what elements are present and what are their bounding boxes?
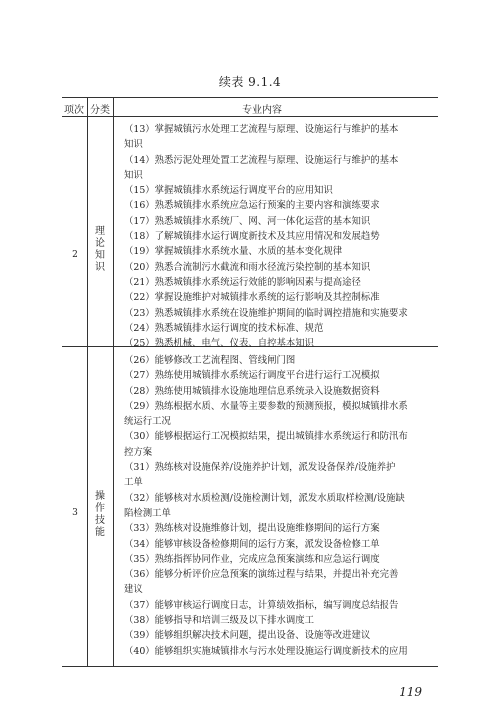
list-item: （18）了解城镇排水运行调度新技术及其应用情况和发展趋势 bbox=[124, 231, 380, 243]
column-divider bbox=[87, 98, 88, 666]
list-item: （39）能够组织解决技术问题，提出设备、设施等改进建议 bbox=[124, 630, 371, 642]
list-item: 统运行工况 bbox=[124, 416, 171, 428]
row-index: 3 bbox=[72, 508, 78, 518]
row-index: 2 bbox=[72, 250, 78, 260]
list-item: （21）熟悉城镇排水系统运行效能的影响因素与提高途径 bbox=[124, 276, 361, 288]
list-item: （23）熟悉城镇排水系统在设施维护期间的临时调控措施和实施要求 bbox=[124, 307, 408, 319]
header-category: 分类 bbox=[90, 105, 110, 116]
row-items bbox=[124, 353, 434, 659]
list-item: （17）熟悉城镇排水系统厂、网、河一体化运营的基本知识 bbox=[124, 215, 371, 227]
list-item: （31）熟练核对设施保养/设施养护计划，派发设备保养/设施养护 bbox=[124, 462, 396, 474]
content-table bbox=[62, 97, 438, 667]
list-item: （32）能够核对水质检测/设施检测计划，派发水质取样检测/设施缺 bbox=[124, 492, 405, 504]
column-divider bbox=[113, 98, 114, 666]
list-item: （38）能够指导和培训三级及以下排水调度工 bbox=[124, 615, 315, 627]
row-items bbox=[124, 122, 434, 351]
category-char: 识 bbox=[95, 262, 105, 273]
list-item: （15）掌握城镇排水系统运行调度平台的应用知识 bbox=[124, 185, 333, 197]
table-header bbox=[62, 98, 438, 117]
list-item: （19）掌握城镇排水系统水量、水质的基本变化规律 bbox=[124, 246, 343, 258]
list-item: （34）能够审核设备检修期间的运行方案，派发设备检修工单 bbox=[124, 538, 380, 550]
list-item: （37）能够审核运行调度日志，计算绩效指标，编写调度总结报告 bbox=[124, 599, 399, 611]
list-item: 工单 bbox=[124, 477, 143, 489]
category-char: 能 bbox=[95, 527, 105, 538]
row-category bbox=[88, 226, 112, 274]
table-caption: 续表 9.1.4 bbox=[218, 75, 282, 89]
list-item: （28）熟练使用城镇排水设施地理信息系统录入设施数据资料 bbox=[124, 385, 380, 397]
header-index: 项次 bbox=[64, 105, 84, 116]
list-item: （25）熟悉机械、电气、仪表、自控基本知识 bbox=[124, 338, 315, 350]
list-item: （36）能够分析评价应急预案的演练过程与结果，并提出补充完善 bbox=[124, 569, 399, 581]
list-item: （13）掌握城镇污水处理工艺流程与原理、设施运行与维护的基本 bbox=[124, 124, 399, 135]
list-item: （22）掌握设施维护对城镇排水系统的运行影响及其控制标准 bbox=[124, 292, 380, 304]
category-char: 作 bbox=[95, 503, 105, 514]
list-item: 建议 bbox=[124, 584, 143, 596]
list-item: （35）熟练指挥协同作业，完成应急预案演练和应急运行调度 bbox=[124, 553, 380, 565]
category-char: 论 bbox=[95, 238, 105, 249]
category-char: 知 bbox=[95, 250, 105, 261]
list-item: （40）能够组织实施城镇排水与污水处理设施运行调度新技术的应用 bbox=[124, 645, 408, 657]
list-item: 陷检测工单 bbox=[124, 507, 171, 519]
list-item: （30）能够根据运行工况模拟结果，提出城镇排水系统运行和防汛布 bbox=[124, 431, 408, 443]
header-content: 专业内容 bbox=[242, 105, 282, 116]
list-item: （33）熟练核对设施维修计划，提出设施维修期间的运行方案 bbox=[124, 523, 380, 535]
page-number: 119 bbox=[399, 685, 422, 699]
list-item: 控方案 bbox=[124, 446, 153, 458]
category-char: 技 bbox=[95, 515, 105, 526]
list-item: 知识 bbox=[124, 139, 143, 151]
list-item: （29）熟练根据水质、水量等主要参数的预测预报，模拟城镇排水系 bbox=[124, 400, 408, 412]
list-item: （27）熟练使用城镇排水系统运行调度平台进行运行工况模拟 bbox=[124, 370, 380, 382]
category-char: 理 bbox=[95, 226, 105, 237]
list-item: （14）熟悉污泥处理处置工艺流程与原理、设施运行与维护的基本 bbox=[124, 154, 399, 166]
list-item: （16）熟悉城镇排水系统应急运行预案的主要内容和演练要求 bbox=[124, 200, 380, 212]
category-char: 操 bbox=[95, 491, 105, 502]
list-item: （20）熟悉合流制污水截流和雨水径流污染控制的基本知识 bbox=[124, 261, 371, 273]
list-item: （26）能够修改工艺流程图、管线闸门图 bbox=[124, 355, 296, 366]
list-item: 知识 bbox=[124, 169, 143, 181]
list-item: （24）熟悉城镇排水运行调度的技术标准、规范 bbox=[124, 322, 324, 334]
row-category bbox=[88, 491, 112, 539]
